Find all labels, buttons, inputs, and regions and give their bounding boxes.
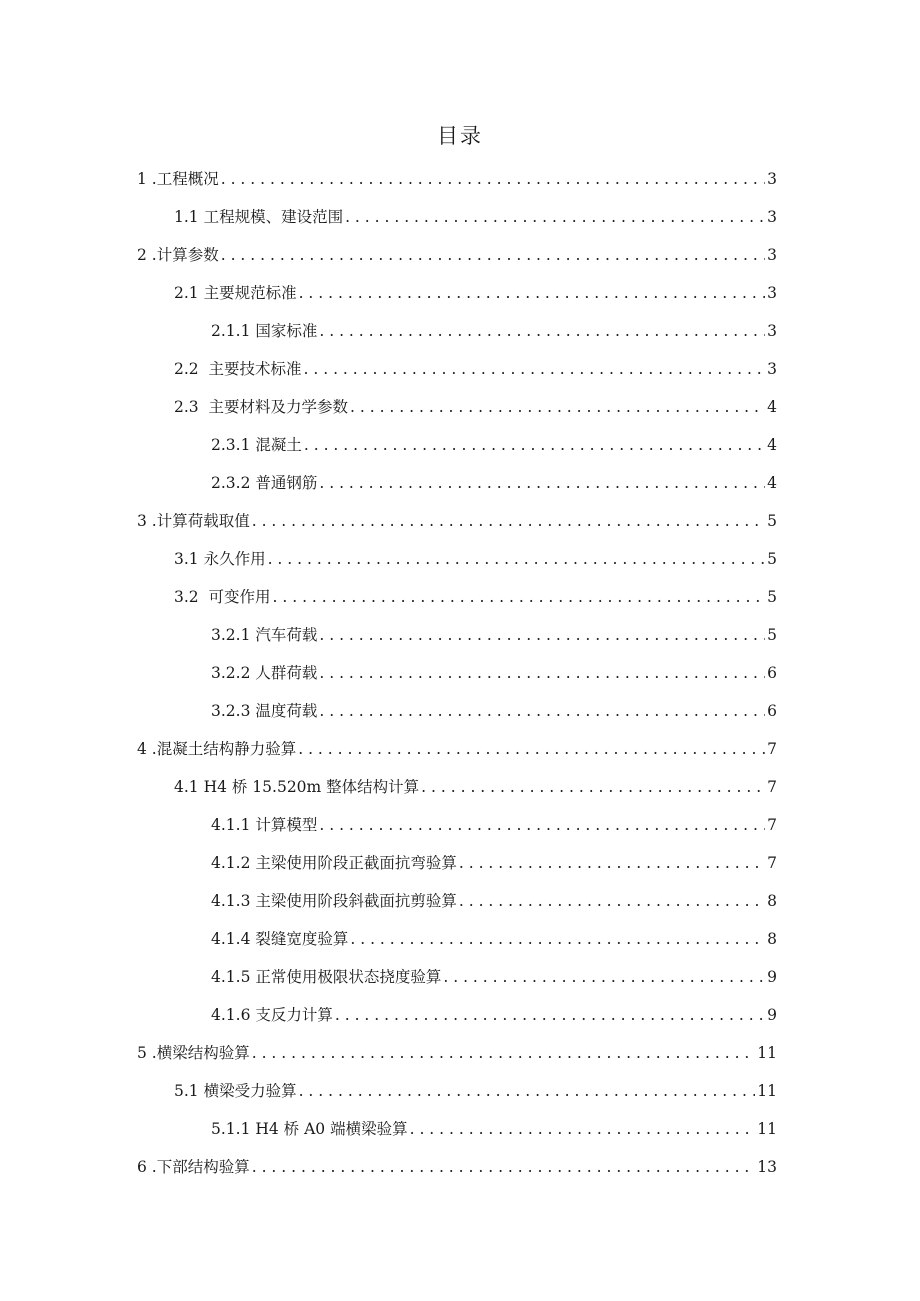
toc-entry-page-number: 3: [767, 170, 777, 188]
toc-entry-label: 4.1.4 裂缝宽度验算: [211, 930, 349, 948]
toc-entry[interactable]: [0, 654, 920, 692]
toc-entry[interactable]: [0, 578, 920, 616]
toc-entry-page-number: 3: [767, 360, 777, 378]
toc-dot-leader: [299, 283, 766, 303]
toc-dot-leader: [421, 777, 765, 797]
toc-entry-label: 4.1.5 正常使用极限状态挠度验算: [211, 968, 442, 986]
toc-entry-label: 3 .计算荷载取值: [137, 512, 250, 530]
toc-entry-page-number: 11: [757, 1044, 777, 1062]
toc-entry[interactable]: [0, 692, 920, 730]
toc-entry[interactable]: [0, 882, 920, 920]
toc-entry[interactable]: [0, 730, 920, 768]
toc-dot-leader: [350, 929, 765, 949]
toc-dot-leader: [319, 701, 765, 721]
toc-dot-leader: [298, 739, 765, 759]
toc-dot-leader: [443, 967, 765, 987]
toc-entry[interactable]: [0, 160, 920, 198]
toc-dot-leader: [459, 853, 765, 873]
toc-dot-leader: [221, 169, 765, 189]
toc-entry-label: 3.2.1 汽车荷载: [211, 626, 318, 644]
toc-entry-label: 3.1 永久作用: [174, 550, 266, 568]
toc-entry[interactable]: [0, 844, 920, 882]
toc-entry-page-number: 11: [757, 1120, 777, 1138]
toc-entry-page-number: 3: [767, 246, 777, 264]
toc-entry-page-number: 5: [767, 550, 777, 568]
toc-entry-page-number: 6: [767, 664, 777, 682]
toc-entry-page-number: 4: [767, 474, 777, 492]
toc-dot-leader: [273, 587, 766, 607]
toc-entry-page-number: 7: [767, 816, 777, 834]
toc-dot-leader: [304, 435, 765, 455]
toc-entry-label: 4.1.2 主梁使用阶段正截面抗弯验算: [211, 854, 457, 872]
toc-entry-page-number: 3: [767, 208, 777, 226]
toc-entry[interactable]: [0, 1034, 920, 1072]
toc-entry-label: 4.1.6 支反力计算: [211, 1006, 333, 1024]
toc-entry-page-number: 13: [757, 1158, 777, 1176]
toc-entry[interactable]: [0, 958, 920, 996]
toc-entry-page-number: 9: [767, 968, 777, 986]
toc-dot-leader: [299, 1081, 756, 1101]
toc-entry[interactable]: [0, 198, 920, 236]
toc-entry[interactable]: [0, 920, 920, 958]
toc-entry[interactable]: [0, 1110, 920, 1148]
toc-entry-label: 3.2 可变作用: [174, 588, 271, 606]
toc-entry[interactable]: [0, 502, 920, 540]
toc-entry[interactable]: [0, 312, 920, 350]
toc-entry[interactable]: [0, 616, 920, 654]
toc-entry-label: 2.1.1 国家标准: [211, 322, 318, 340]
toc-list: [0, 160, 920, 1186]
toc-entry[interactable]: [0, 540, 920, 578]
toc-entry[interactable]: [0, 426, 920, 464]
toc-entry-page-number: 9: [767, 1006, 777, 1024]
toc-dot-leader: [268, 549, 766, 569]
toc-dot-leader: [345, 207, 765, 227]
toc-entry[interactable]: [0, 768, 920, 806]
toc-entry-label: 3.2.2 人群荷载: [211, 664, 318, 682]
toc-entry[interactable]: [0, 274, 920, 312]
toc-entry-label: 3.2.3 温度荷载: [211, 702, 318, 720]
toc-entry-label: 1.1 工程规模、建设范围: [174, 208, 344, 226]
toc-dot-leader: [335, 1005, 765, 1025]
toc-entry-label: 5.1 横梁受力验算: [174, 1082, 297, 1100]
toc-dot-leader: [319, 625, 765, 645]
toc-dot-leader: [252, 511, 765, 531]
toc-dot-leader: [459, 891, 765, 911]
toc-entry-page-number: 3: [767, 322, 777, 340]
toc-entry-label: 4.1 H4 桥 15.520m 整体结构计算: [174, 778, 420, 796]
toc-entry-page-number: 8: [767, 930, 777, 948]
toc-entry[interactable]: [0, 464, 920, 502]
toc-entry-page-number: 11: [757, 1082, 777, 1100]
toc-entry-label: 2.2 主要技术标准: [174, 360, 302, 378]
toc-entry-label: 5.1.1 H4 桥 A0 端横梁验算: [211, 1120, 408, 1138]
toc-dot-leader: [252, 1157, 756, 1177]
toc-dot-leader: [221, 245, 765, 265]
toc-entry-page-number: 7: [767, 854, 777, 872]
toc-entry-page-number: 4: [767, 436, 777, 454]
toc-entry-page-number: 5: [767, 626, 777, 644]
toc-dot-leader: [304, 359, 766, 379]
toc-entry-page-number: 6: [767, 702, 777, 720]
toc-dot-leader: [252, 1043, 756, 1063]
toc-entry[interactable]: [0, 388, 920, 426]
toc-entry[interactable]: [0, 806, 920, 844]
toc-entry[interactable]: [0, 1148, 920, 1186]
toc-entry-label: 1 .工程概况: [137, 170, 219, 188]
toc-dot-leader: [319, 663, 765, 683]
toc-entry-label: 4 .混凝土结构静力验算: [137, 740, 297, 758]
toc-dot-leader: [319, 321, 765, 341]
toc-entry[interactable]: [0, 236, 920, 274]
toc-entry-label: 2.3.1 混凝土: [211, 436, 302, 454]
toc-entry[interactable]: [0, 996, 920, 1034]
toc-entry-label: 4.1.3 主梁使用阶段斜截面抗剪验算: [211, 892, 457, 910]
toc-dot-leader: [350, 397, 765, 417]
toc-entry-page-number: 5: [767, 512, 777, 530]
toc-entry-label: 2.1 主要规范标准: [174, 284, 297, 302]
toc-entry-page-number: 4: [767, 398, 777, 416]
toc-dot-leader: [410, 1119, 756, 1139]
toc-entry-label: 5 .横梁结构验算: [137, 1044, 250, 1062]
toc-entry-label: 4.1.1 计算模型: [211, 816, 318, 834]
toc-title: 目录: [437, 124, 483, 148]
toc-entry-label: 2.3 主要材料及力学参数: [174, 398, 349, 416]
toc-dot-leader: [319, 473, 765, 493]
toc-entry[interactable]: [0, 1072, 920, 1110]
toc-entry-page-number: 5: [767, 588, 777, 606]
toc-entry-page-number: 3: [767, 284, 777, 302]
toc-entry[interactable]: [0, 350, 920, 388]
toc-entry-page-number: 8: [767, 892, 777, 910]
toc-entry-page-number: 7: [767, 740, 777, 758]
toc-entry-label: 6 .下部结构验算: [137, 1158, 250, 1176]
toc-entry-label: 2.3.2 普通钢筋: [211, 474, 318, 492]
toc-dot-leader: [319, 815, 765, 835]
toc-entry-page-number: 7: [767, 778, 777, 796]
toc-entry-label: 2 .计算参数: [137, 246, 219, 264]
